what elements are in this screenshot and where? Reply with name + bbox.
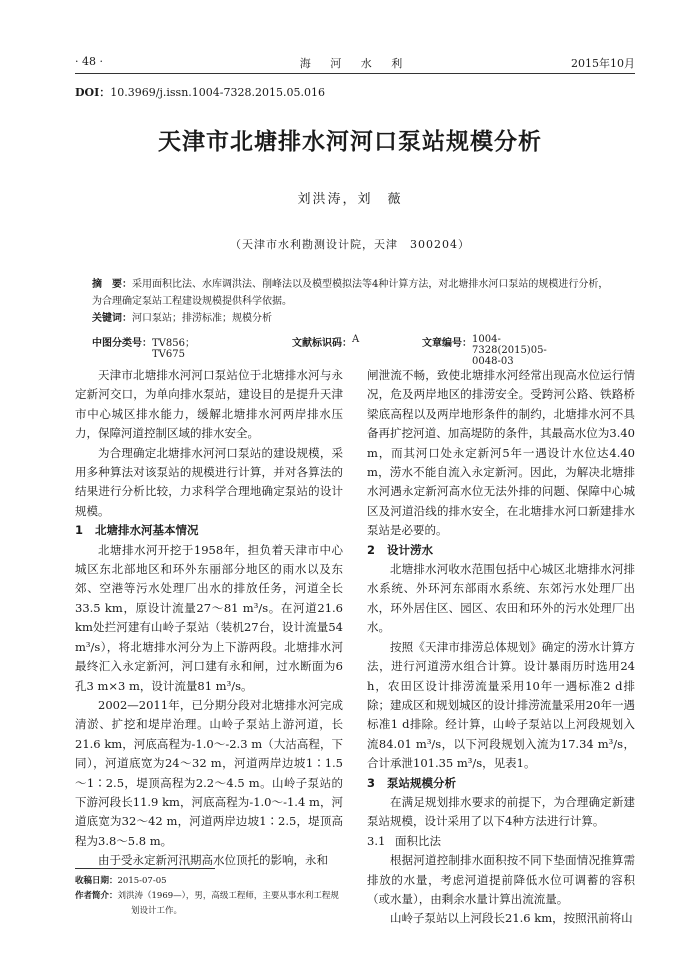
paragraph: 按照《天津市排涝总体规划》确定的涝水计算方法，进行河道涝水组合计算。设计暴雨历时选用24 h，农田区设计排涝流量采用10年一遇标准2 d排除；建成区和规划城区的设计排涝流量采用20年一遇标准1 d排除。经计算，山岭子泵站以上河段规划入流84.01 m³/s，以下河段规划入流为17.34 m³/s，合计承泄101.35 m³/s，见表1。 <box>367 639 635 771</box>
received-label: 收稿日期： <box>75 876 118 886</box>
journal-name: 海 河 水 利 <box>299 57 411 70</box>
author-bio-continued: 划设计工作。 <box>131 906 183 916</box>
keywords <box>92 310 618 327</box>
article-label: 文章编号： <box>422 338 472 349</box>
paragraph: 为合理确定北塘排水河河口泵站的建设规模，采用多种算法对该泵站的规模进行计算，并对各算法的结果进行分析比较，力求科学合理地确定泵站的设计规模。 <box>75 445 343 518</box>
section-title: 设计涝水 <box>387 542 433 557</box>
subsection-number: 3.1 <box>367 833 386 848</box>
abstract-label: 摘 要： <box>92 279 132 290</box>
received-value: 2015-07-05 <box>117 876 167 886</box>
classification-row <box>92 334 618 367</box>
author-bio-label: 作者简介： <box>75 891 118 901</box>
paragraph: 2002—2011年，已分期分段对北塘排水河完成清淤、扩挖和堤岸治理。山岭子泵站上游河道，长21.6 km，河底高程为-1.0～-2.3 m（大沽高程，下同），河道底宽为24～32 m，河道两岸边坡1∶1.5～1∶2.5，堤顶高程为2.2～4.5 m。山岭子泵站的下游河段长11.9 km，河底高程为-1.0～-1.4 m，河道底宽为32～42 m，河道两岸边坡1∶2.5，堤顶高程为3.8～5.8 m。 <box>75 697 343 848</box>
footnote <box>75 874 343 919</box>
paragraph: 由于受永定新河汛期高水位顶托的影响，永和 <box>98 853 328 868</box>
header-rule <box>75 73 635 74</box>
section-heading-1 <box>75 521 343 540</box>
keywords-text: 河口泵站；排涝标准；规模分析 <box>132 313 272 324</box>
abstract-body <box>92 276 618 310</box>
right-column <box>367 366 635 929</box>
affiliation: （天津市水利勘测设计院，天津 300204） <box>230 238 470 251</box>
paragraph: 北塘排水河收水范围包括中心城区北塘排水河排水系统、外环河东部雨水系统、东郊污水处理厂出水，环外居住区、园区、农田和环外的污水处理厂出水。 <box>367 562 635 635</box>
abstract <box>92 276 618 327</box>
clc-value: TV856；TV675 <box>152 338 195 360</box>
article-value: 1004-7328(2015)05-0048-03 <box>472 334 547 367</box>
paper-title: 天津市北塘排水河河口泵站规模分析 <box>158 129 542 155</box>
section-title: 北塘排水河基本情况 <box>95 523 199 538</box>
subsection-heading-3-1 <box>367 832 635 851</box>
paragraph: 山岭子泵站以上河段长21.6 km，按照汛前将山 <box>390 911 633 926</box>
paragraph: 根据河道控制排水面积按不同下垫面情况推算需排放的水量，考虑河道提前降低水位可调蓄的容积（或水量），由剩余水量计算出流流量。 <box>367 853 635 906</box>
paragraph: 北塘排水河开挖于1958年，担负着天津市中心城区东北部地区和环外东丽部分地区的雨水以及东郊、空港等污水处理厂出水的排放任务，河道全长33.5 km，原设计流量27～81 m³/s。在河道21.6 km处拦河建有山岭子泵站（装机27台，设计流量54 m³/s），将北塘排水河分为上下游两段。北塘排水河最终汇入永定新河，河口建有永和闸，过水断面为6孔3 m×3 m，设计流量81 m³/s。 <box>75 542 343 693</box>
clc-label: 中图分类号： <box>92 338 152 349</box>
code-label: 文献标识码： <box>292 338 352 349</box>
running-head <box>75 55 635 71</box>
clc-number <box>92 334 195 360</box>
section-number: 3 <box>367 775 376 790</box>
doi-value: 10.3969/j.issn.1004-7328.2015.05.016 <box>110 86 325 99</box>
footnote-rule <box>75 868 215 869</box>
section-number: 2 <box>367 542 376 557</box>
section-title: 泵站规模分析 <box>387 775 456 790</box>
doi-label: DOI： <box>75 86 111 99</box>
paragraph: 在满足规划排水要求的前提下，为合理确定新建泵站规模，设计采用了以下4种方法进行计算。 <box>367 794 635 829</box>
page-number: · 48 · <box>75 55 103 68</box>
subsection-title: 面积比法 <box>395 833 441 848</box>
doi <box>75 84 325 100</box>
paragraph: 天津市北塘排水河河口泵站位于北塘排水河与永定新河交口，为单向排水泵站，建设目的是提升天津市中心城区排水能力，缓解北塘排水河两岸排水压力，保障河道控制区域的排水安全。 <box>75 368 343 441</box>
paragraph: 闸泄流不畅，致使北塘排水河经常出现高水位运行情况，危及两岸地区的排涝安全。受跨河公路、铁路桥梁底高程以及两岸地形条件的制约，北塘排水河不具备再扩挖河道、加高堤防的条件，其最高水位为3.40 m，而其河口处永定新河5年一遇设计水位达4.40 m，涝水不能自流入永定新河。因此，为解决北塘排水河遇永定新河高水位无法外排的问题、保障中心城区及河道沿线的排水安全，在北塘排水河口新建排水泵站是必要的。 <box>367 368 635 538</box>
author-bio <box>75 889 343 904</box>
authors: 刘洪涛，刘 薇 <box>297 192 403 207</box>
received-date <box>75 874 343 889</box>
section-number: 1 <box>75 523 84 538</box>
section-heading-3 <box>367 774 635 793</box>
article-number <box>422 334 547 367</box>
document-code <box>292 334 360 349</box>
left-column <box>75 366 343 871</box>
author-bio-text: 刘洪涛（1969—），男，高级工程师，主要从事水利工程规 <box>117 891 339 901</box>
issue-date: 2015年10月 <box>571 57 635 70</box>
section-heading-2 <box>367 541 635 560</box>
code-value: A <box>352 334 360 345</box>
abstract-text: 采用面积比法、水库调洪法、削峰法以及模型模拟法等4种计算方法，对北塘排水河口泵站的规模进行分析，为合理确定泵站工程建设规模提供科学依据。 <box>92 279 609 307</box>
keywords-label: 关键词： <box>92 313 132 324</box>
